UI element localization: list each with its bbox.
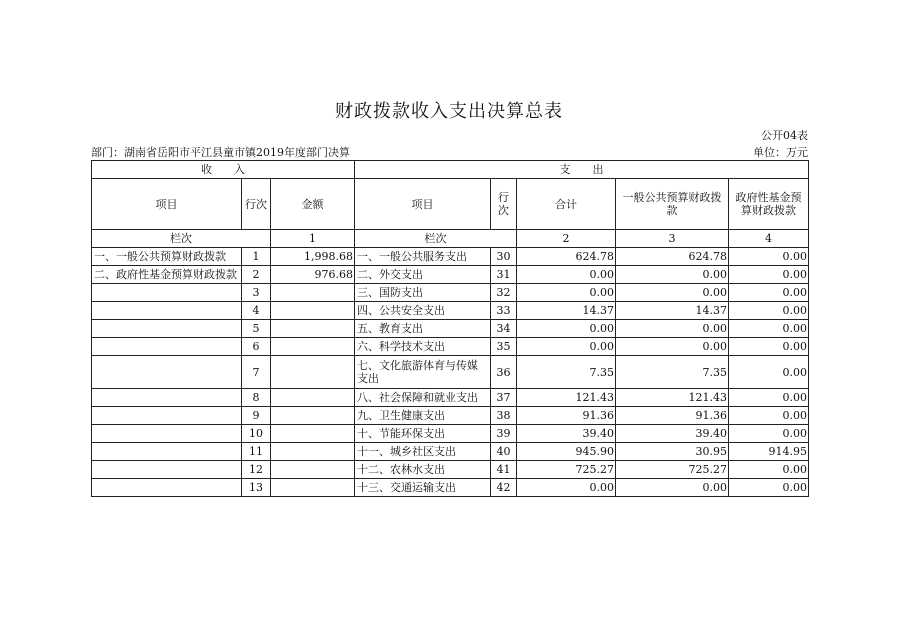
income-line: 4: [242, 302, 271, 320]
income-header: 收 入: [92, 161, 355, 179]
general-budget-amount: 0.00: [616, 266, 729, 284]
general-budget-amount: 39.40: [616, 425, 729, 443]
income-amount: [271, 356, 355, 389]
fund-budget-amount: 0.00: [729, 284, 809, 302]
fund-budget-amount: 0.00: [729, 266, 809, 284]
expense-line: 39: [491, 425, 517, 443]
income-amount: [271, 425, 355, 443]
income-amount: [271, 443, 355, 461]
income-amount: [271, 479, 355, 497]
expense-item: 十二、农林水支出: [355, 461, 491, 479]
income-line: 10: [242, 425, 271, 443]
general-budget-amount: 0.00: [616, 284, 729, 302]
expense-item: 五、教育支出: [355, 320, 491, 338]
income-line: 5: [242, 320, 271, 338]
expense-total: 0.00: [517, 266, 616, 284]
income-amount: [271, 407, 355, 425]
income-line: 3: [242, 284, 271, 302]
income-item: 二、政府性基金预算财政拨款: [92, 266, 242, 284]
table-row: [92, 266, 809, 284]
department-label: 部门：湖南省岳阳市平江县童市镇2019年度部门决算: [91, 146, 350, 159]
expense-total: 0.00: [517, 320, 616, 338]
general-budget-amount: 91.36: [616, 407, 729, 425]
fund-budget-amount: 0.00: [729, 338, 809, 356]
table-row: [92, 389, 809, 407]
income-item: [92, 338, 242, 356]
expense-item: 十、节能环保支出: [355, 425, 491, 443]
income-item: [92, 443, 242, 461]
general-budget-amount: 0.00: [616, 320, 729, 338]
expense-line: 34: [491, 320, 517, 338]
general-budget-amount: 14.37: [616, 302, 729, 320]
expense-line: 40: [491, 443, 517, 461]
general-budget-amount: 624.78: [616, 248, 729, 266]
expense-total: 725.27: [517, 461, 616, 479]
income-amount: [271, 389, 355, 407]
expense-line: 33: [491, 302, 517, 320]
general-budget-amount: 30.95: [616, 443, 729, 461]
table-row: [92, 443, 809, 461]
expense-item: 七、文化旅游体育与传媒支出: [355, 356, 491, 389]
income-line: 6: [242, 338, 271, 356]
expense-line: 36: [491, 356, 517, 389]
income-amount: [271, 461, 355, 479]
expense-item: 六、科学技术支出: [355, 338, 491, 356]
income-item: [92, 356, 242, 389]
table-row: [92, 461, 809, 479]
general-budget-header: 一般公共预算财政拨款: [616, 179, 729, 230]
income-amount: [271, 338, 355, 356]
income-amount: 976.68: [271, 266, 355, 284]
table-row: [92, 425, 809, 443]
income-line: 7: [242, 356, 271, 389]
income-item: [92, 425, 242, 443]
expense-line: 30: [491, 248, 517, 266]
col-number-1: 1: [271, 230, 355, 248]
income-item: 一、一般公共预算财政拨款: [92, 248, 242, 266]
fund-budget-amount: 0.00: [729, 320, 809, 338]
income-amount: [271, 284, 355, 302]
expense-item: 一、一般公共服务支出: [355, 248, 491, 266]
expense-line: 37: [491, 389, 517, 407]
table-row: [92, 302, 809, 320]
income-item: [92, 407, 242, 425]
income-line-header: 行次: [242, 179, 271, 230]
col-number-label: 栏次: [92, 230, 271, 248]
income-item-header: 项目: [92, 179, 242, 230]
fund-budget-amount: 0.00: [729, 425, 809, 443]
income-item: [92, 302, 242, 320]
fund-budget-amount: 0.00: [729, 389, 809, 407]
expense-total: 0.00: [517, 479, 616, 497]
expense-line-header: 行次: [491, 179, 517, 230]
expense-item-header: 项目: [355, 179, 491, 230]
expense-total: 121.43: [517, 389, 616, 407]
income-line: 11: [242, 443, 271, 461]
expense-item: 二、外交支出: [355, 266, 491, 284]
expense-line: 31: [491, 266, 517, 284]
fund-budget-amount: 0.00: [729, 248, 809, 266]
general-budget-amount: 121.43: [616, 389, 729, 407]
expense-line: 41: [491, 461, 517, 479]
income-line: 12: [242, 461, 271, 479]
income-item: [92, 389, 242, 407]
expense-item: 四、公共安全支出: [355, 302, 491, 320]
expense-total: 7.35: [517, 356, 616, 389]
expense-item: 九、卫生健康支出: [355, 407, 491, 425]
table-row: [92, 356, 809, 389]
income-line: 9: [242, 407, 271, 425]
income-line: 2: [242, 266, 271, 284]
income-item: [92, 320, 242, 338]
fund-budget-amount: 914.95: [729, 443, 809, 461]
unit-label: 单位：万元: [753, 146, 808, 159]
table-row: [92, 320, 809, 338]
table-row: [92, 407, 809, 425]
expense-line: 32: [491, 284, 517, 302]
table-row: [92, 284, 809, 302]
expense-total: 39.40: [517, 425, 616, 443]
budget-table: [91, 160, 809, 497]
total-header: 合计: [517, 179, 616, 230]
expense-item: 三、国防支出: [355, 284, 491, 302]
fund-budget-amount: 0.00: [729, 479, 809, 497]
col-number-2: 2: [517, 230, 616, 248]
table-row: [92, 479, 809, 497]
income-line: 8: [242, 389, 271, 407]
general-budget-amount: 0.00: [616, 479, 729, 497]
income-amount: 1,998.68: [271, 248, 355, 266]
income-item: [92, 461, 242, 479]
income-line: 1: [242, 248, 271, 266]
expense-total: 945.90: [517, 443, 616, 461]
fund-budget-amount: 0.00: [729, 461, 809, 479]
table-row: [92, 338, 809, 356]
fund-budget-amount: 0.00: [729, 302, 809, 320]
expense-item: 十一、城乡社区支出: [355, 443, 491, 461]
expense-header: 支 出: [355, 161, 809, 179]
expense-total: 624.78: [517, 248, 616, 266]
income-item: [92, 479, 242, 497]
fund-budget-amount: 0.00: [729, 407, 809, 425]
expense-total: 0.00: [517, 338, 616, 356]
income-amount-header: 金额: [271, 179, 355, 230]
expense-line: 38: [491, 407, 517, 425]
col-number-label-2: 栏次: [355, 230, 517, 248]
general-budget-amount: 725.27: [616, 461, 729, 479]
income-amount: [271, 302, 355, 320]
expense-line: 35: [491, 338, 517, 356]
expense-line: 42: [491, 479, 517, 497]
general-budget-amount: 7.35: [616, 356, 729, 389]
table-row: [92, 248, 809, 266]
expense-total: 0.00: [517, 284, 616, 302]
income-item: [92, 284, 242, 302]
income-amount: [271, 320, 355, 338]
fund-budget-header: 政府性基金预算财政拨款: [729, 179, 809, 230]
col-number-3: 3: [616, 230, 729, 248]
fund-budget-amount: 0.00: [729, 356, 809, 389]
col-number-4: 4: [729, 230, 809, 248]
expense-total: 91.36: [517, 407, 616, 425]
expense-item: 十三、交通运输支出: [355, 479, 491, 497]
report-title: 财政拨款收入支出决算总表: [335, 101, 563, 122]
general-budget-amount: 0.00: [616, 338, 729, 356]
income-line: 13: [242, 479, 271, 497]
expense-total: 14.37: [517, 302, 616, 320]
form-number: 公开04表: [761, 129, 808, 142]
expense-item: 八、社会保障和就业支出: [355, 389, 491, 407]
